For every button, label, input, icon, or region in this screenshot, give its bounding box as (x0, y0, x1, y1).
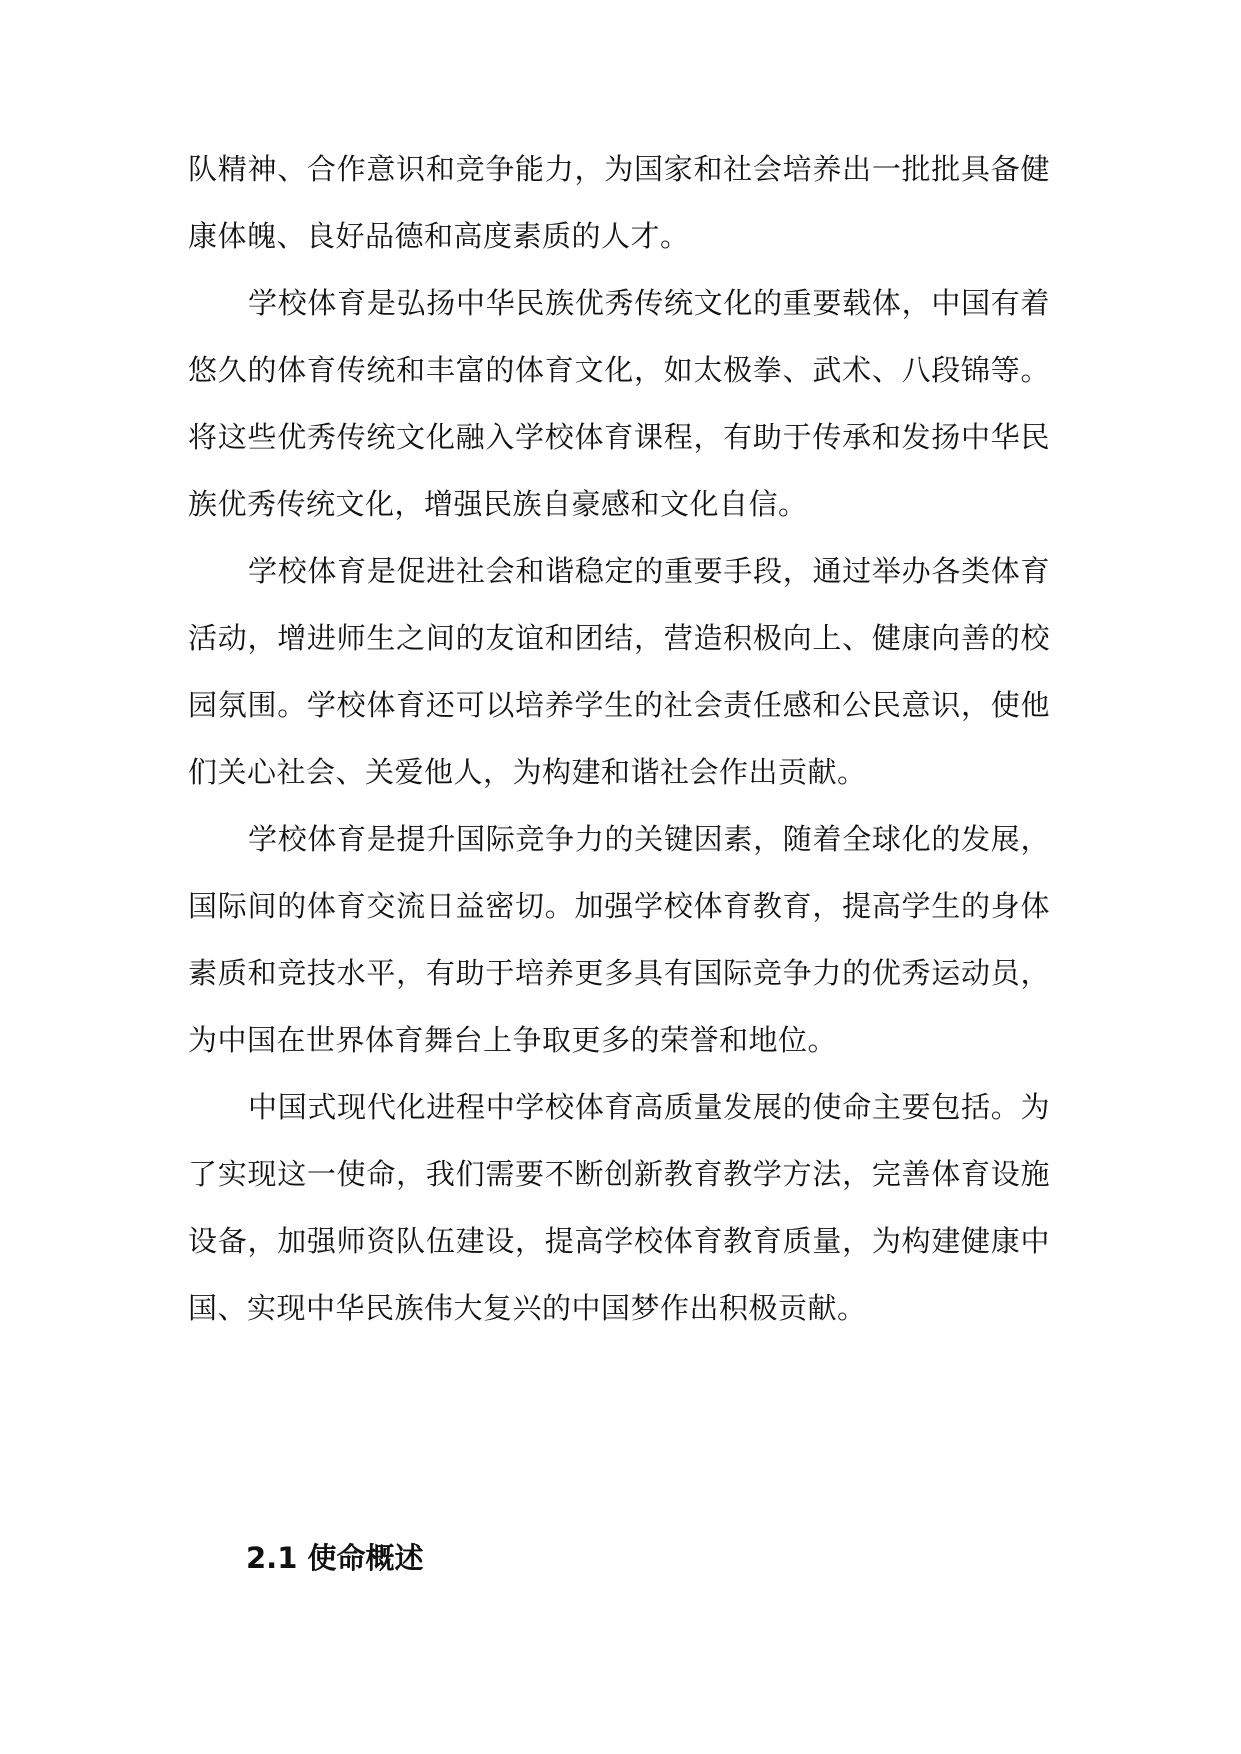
paragraph-2: 学校体育是弘扬中华民族优秀传统文化的重要载体，中国有着悠久的体育传统和丰富的体育文化，如太极拳、武术、八段锦等。将这些优秀传统文化融入学校体育课程，有助于传承和发扬中华民族优秀传统文化，增强民族自豪感和文化自信。 (188, 286, 1050, 521)
body-text (188, 136, 1050, 1342)
paragraph-4: 学校体育是提升国际竞争力的关键因素，随着全球化的发展，国际间的体育交流日益密切。加强学校体育教育，提高学生的身体素质和竞技水平，有助于培养更多具有国际竞争力的优秀运动员，为中国在世界体育舞台上争取更多的荣誉和地位。 (188, 822, 1050, 1057)
paragraph-1: 队精神、合作意识和竞争能力，为国家和社会培养出一批批具备健康体魄、良好品德和高度素质的人才。 (188, 152, 1050, 253)
paragraph-5: 中国式现代化进程中学校体育高质量发展的使命主要包括。为了实现这一使命，我们需要不断创新教育教学方法，完善体育设施设备，加强师资队伍建设，提高学校体育教育质量，为构建健康中国、实现中华民族伟大复兴的中国梦作出积极贡献。 (188, 1090, 1050, 1325)
paragraph-3: 学校体育是促进社会和谐稳定的重要手段，通过举办各类体育活动，增进师生之间的友谊和团结，营造积极向上、健康向善的校园氛围。学校体育还可以培养学生的社会责任感和公民意识，使他们关心社会、关爱他人，为构建和谐社会作出贡献。 (188, 554, 1050, 789)
section-heading: 2.1 使命概述 (246, 1541, 424, 1575)
